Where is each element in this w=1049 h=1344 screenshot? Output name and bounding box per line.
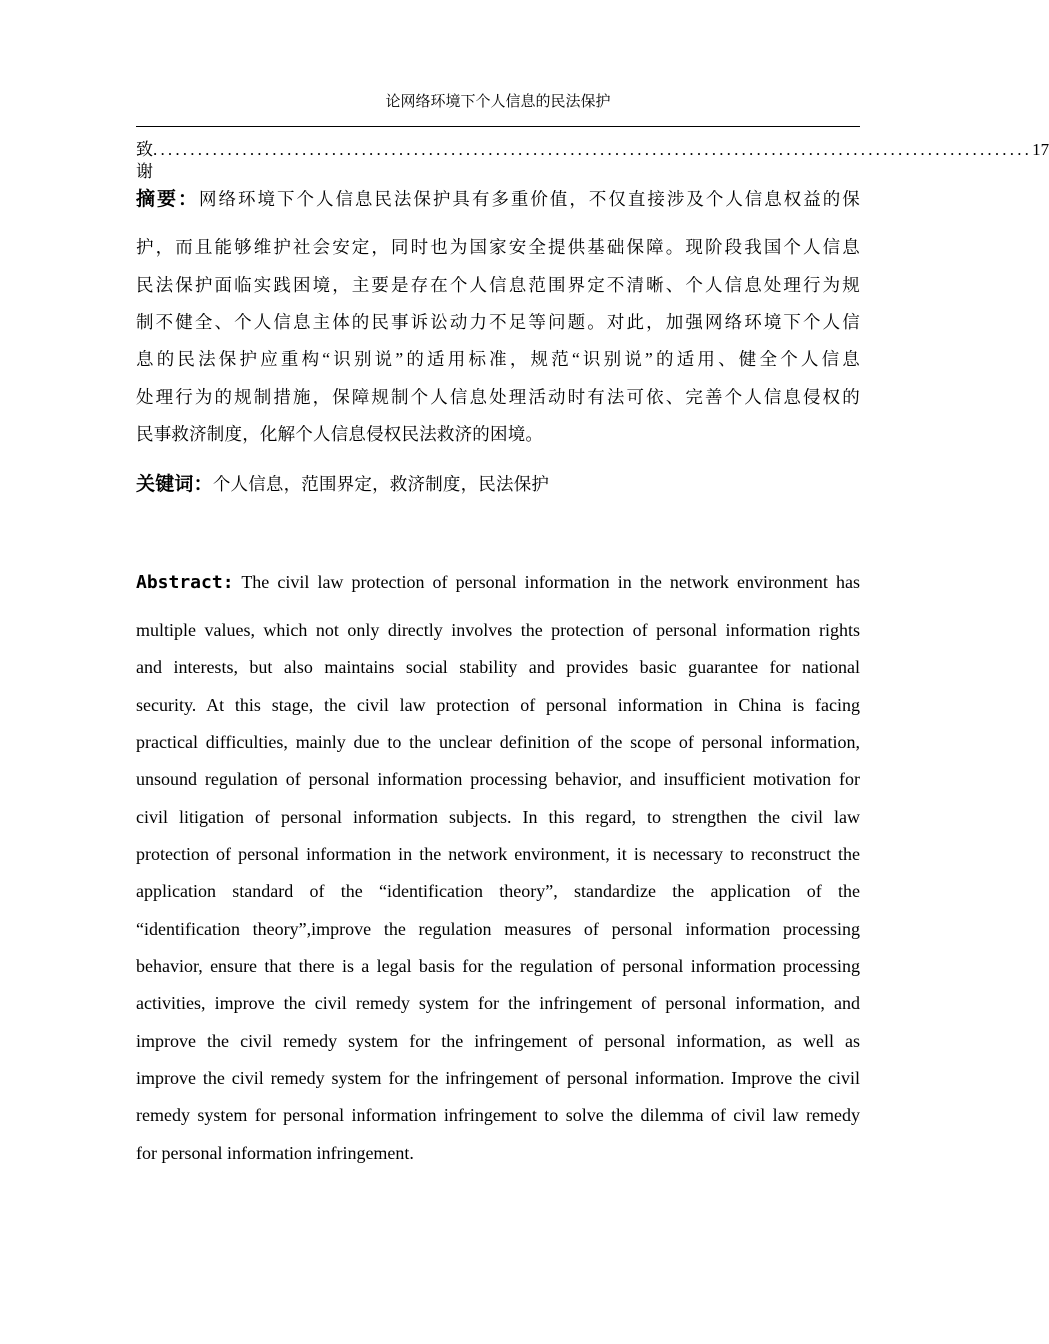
abstract-line [136, 1029, 860, 1053]
abstract-line [136, 235, 860, 259]
abstract-line-text: improve the civil remedy system for the infringement of personal information. Improve the civil [136, 1068, 860, 1088]
header-rule [136, 126, 860, 127]
abstract-line [136, 1141, 860, 1165]
abstract-line [136, 273, 860, 297]
abstract-line-text: 护，而且能够维护社会安定，同时也为国家安全提供基础保障。现阶段我国个人信息 [136, 237, 860, 257]
abstract-line [136, 347, 860, 371]
abstract-line-text: security. At this stage, the civil law protection of personal information in China is facing [136, 695, 860, 715]
abstract-line [136, 954, 860, 978]
abstract-line-text: practical difficulties, mainly due to the unclear definition of the scope of personal information, [136, 732, 860, 752]
abstract-line-text: application standard of the “identification theory”, standardize the application of the [136, 881, 860, 901]
toc-label: 致谢 [136, 140, 153, 181]
running-header: 论网络环境下个人信息的民法保护 [385, 94, 611, 110]
keywords [136, 472, 860, 496]
abstract-line [136, 655, 860, 679]
abstract-line-text: 处理行为的规制措施，保障规制个人信息处理活动时有法可依、完善个人信息侵权的 [136, 387, 860, 407]
toc-entry-acknowledgements[interactable] [136, 139, 1049, 183]
abstract-line-text: civil litigation of personal information subjects. In this regard, to strengthen the civil law [136, 807, 860, 827]
abstract-line [136, 187, 860, 211]
abstract-label: Abstract: [136, 572, 234, 593]
abstract-line [136, 879, 860, 903]
abstract-line-text: 制不健全、个人信息主体的民事诉讼动力不足等问题。对此，加强网络环境下个人信 [136, 312, 860, 332]
abstract-line [136, 767, 860, 791]
abstract-line-text: 息的民法保护应重构“识别说”的适用标准，规范“识别说”的适用、健全个人信息 [136, 349, 860, 369]
abstract-line-text: unsound regulation of personal information processing behavior, and insufficient motivation for [136, 769, 860, 789]
abstract-line [136, 422, 860, 446]
abstract-label: 摘要： [136, 188, 199, 210]
keywords-text: 个人信息，范围界定，救济制度，民法保护 [212, 474, 550, 494]
abstract-line [136, 842, 860, 866]
abstract-line [136, 917, 860, 941]
abstract-line-text: activities, improve the civil remedy system for the infringement of personal information, and [136, 993, 860, 1013]
abstract-line [136, 1066, 860, 1090]
abstract-line [136, 618, 860, 642]
abstract-line-text: remedy system for personal information infringement to solve the dilemma of civil law remedy [136, 1105, 860, 1125]
abstract-line [136, 693, 860, 717]
abstract-line-text: 民事救济制度，化解个人信息侵权民法救济的困境。 [136, 424, 544, 444]
abstract-line [136, 1103, 860, 1127]
abstract-line-text: The civil law protection of personal information in the network environment has [241, 572, 860, 592]
abstract-line [136, 310, 860, 334]
abstract-line-text: 民法保护面临实践困境，主要是存在个人信息范围界定不清晰、个人信息处理行为规 [136, 275, 860, 295]
abstract-line [136, 385, 860, 409]
abstract-line [136, 805, 860, 829]
abstract-line-text: 网络环境下个人信息民法保护具有多重价值，不仅直接涉及个人信息权益的保 [198, 189, 860, 209]
abstract-line-text: “identification theory”,improve the regulation measures of personal information processing [136, 919, 860, 939]
abstract-line [136, 991, 860, 1015]
abstract-line-text: for personal information infringement. [136, 1143, 414, 1163]
abstract-line [136, 570, 860, 595]
abstract-line-text: multiple values, which not only directly involves the protection of personal information rights [136, 620, 860, 640]
abstract-line-text: protection of personal information in the network environment, it is necessary to reconstruct the [136, 844, 860, 864]
abstract-line [136, 730, 860, 754]
toc-leader-dots: ...................................................................................................................... [153, 140, 1033, 159]
abstract-line-text: improve the civil remedy system for the infringement of personal information, as well as [136, 1031, 860, 1051]
keywords-label: 关键词： [136, 473, 213, 495]
toc-page-number: 17 [1032, 140, 1049, 159]
abstract-line-text: behavior, ensure that there is a legal basis for the regulation of personal information processing [136, 956, 860, 976]
abstract-line-text: and interests, but also maintains social stability and provides basic guarantee for national [136, 657, 860, 677]
